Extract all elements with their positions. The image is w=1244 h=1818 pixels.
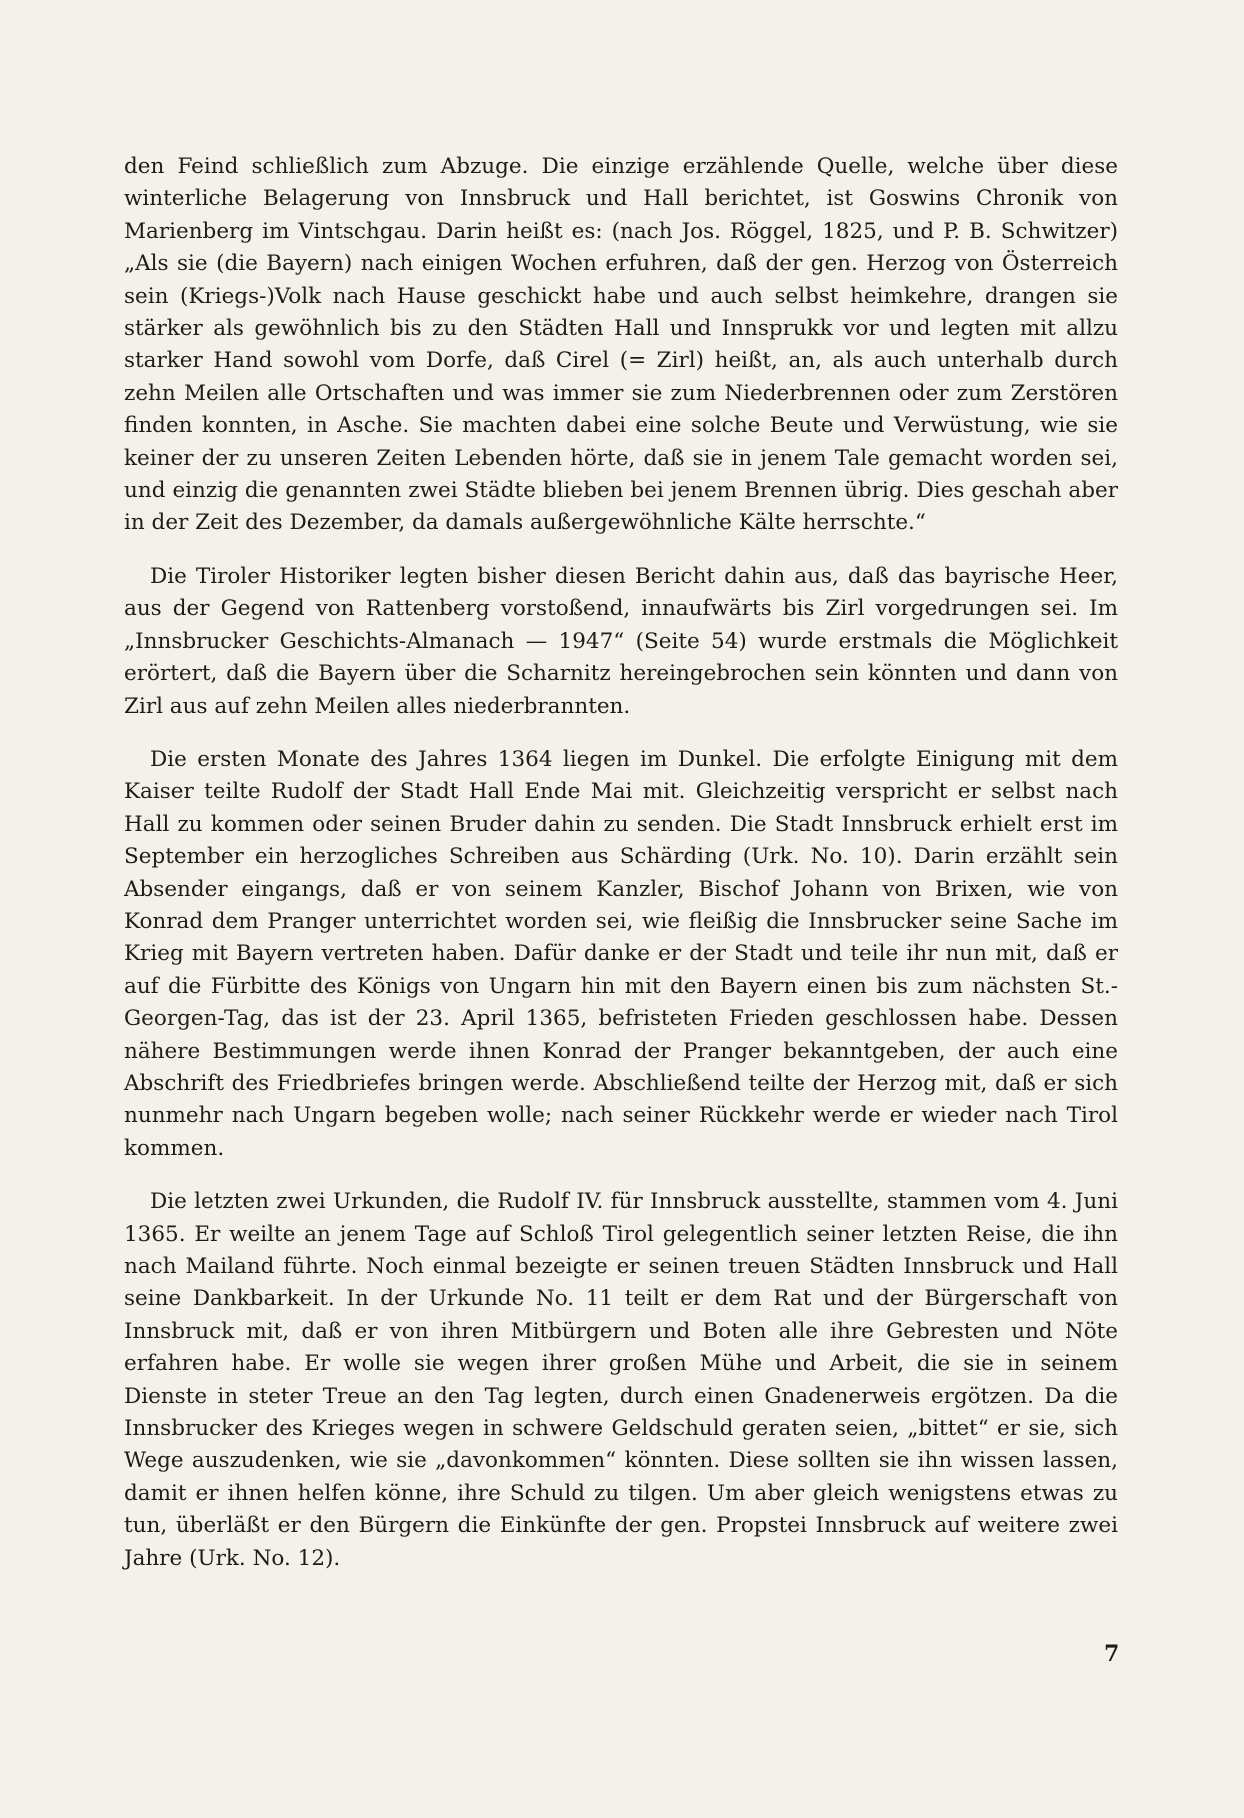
paragraph-3: Die ersten Monate des Jahres 1364 liegen im Dunkel. Die erfolgte Einigung mit dem Kaiser teilte Rudolf der Stadt Hall Ende Mai mit. Gleichzeitig verspricht er selbst nach Hall zu kommen oder seinen Bruder dahin zu senden. Die Stadt Innsbruck erhielt erst im September ein herzogliches Schreiben aus Schärding (Urk. No. 10). Darin erzählt sein Absender eingangs, daß er von seinem Kanzler, Bischof Johann von Brixen, wie von Konrad dem Pranger unterrichtet worden sei, wie fleißig die Innsbrucker seine Sache im Krieg mit Bayern vertreten haben. Dafür danke er der Stadt und teile ihr nun mit, daß er auf die Fürbitte des Königs von Ungarn hin mit den Bayern einen bis zum nächsten St.-Georgen-Tag, das ist der 23. April 1365, befristeten Frieden geschlossen habe. Dessen nähere Bestimmungen werde ihnen Konrad der Pranger bekanntgeben, der auch eine Abschrift des Friedbriefes bringen werde. Abschließend teilte der Herzog mit, daß er sich nunmehr nach Ungarn begeben wolle; nach seiner Rückkehr werde er wieder nach Tirol kommen.	[124, 746, 1118, 1161]
paragraph-4: Die letzten zwei Urkunden, die Rudolf IV. für Innsbruck ausstellte, stammen vom 4. Juni 1365. Er weilte an jenem Tage auf Schloß Tirol gelegentlich seiner letzten Reise, die ihn nach Mailand führte. Noch einmal bezeigte er seinen treuen Städten Innsbruck und Hall seine Dankbarkeit. In der Urkunde No. 11 teilt er dem Rat und der Bürgerschaft von Innsbruck mit, daß er von ihren Mitbürgern und Boten alle ihre Gebresten und Nöte erfahren habe. Er wolle sie wegen ihrer großen Mühe und Arbeit, die sie in seinem Dienste in steter Treue an den Tag legten, durch einen Gnadenerweis ergötzen. Da die Innsbrucker des Krieges wegen in schwere Geldschuld geraten seien, „bittet“ er sie, sich Wege auszudenken, wie sie „davonkommen“ könnten. Diese sollten sie ihn wissen lassen, damit er ihnen helfen könne, ihre Schuld zu tilgen. Um aber gleich wenigstens etwas zu tun, überläßt er den Bürgern die Einkünfte der gen. Propstei Innsbruck auf weitere zwei Jahre (Urk. No. 12).	[124, 1189, 1118, 1571]
paragraph-1: den Feind schließlich zum Abzuge. Die einzige erzählende Quelle, welche über diese winterliche Belagerung von Innsbruck und Hall berichtet, ist Goswins Chronik von Marienberg im Vintschgau. Darin heißt es: (nach Jos. Röggel, 1825, und P. B. Schwitzer) „Als sie (die Bayern) nach einigen Wochen erfuhren, daß der gen. Herzog von Österreich sein (Kriegs-)Volk nach Hause geschickt habe und auch selbst heimkehre, drangen sie stärker als gewöhnlich bis zu den Städten Hall und Innsprukk vor und legten mit allzu starker Hand sowohl vom Dorfe, daß Cirel (= Zirl) heißt, an, als auch unterhalb durch zehn Meilen alle Ortschaften und was immer sie zum Niederbrennen oder zum Zerstören finden konnten, in Asche. Sie machten dabei eine solche Beute und Verwüstung, wie sie keiner der zu unseren Zeiten Lebenden hörte, daß sie in jenem Tale gemacht worden sei, und einzig die genannten zwei Städte blieben bei jenem Brennen übrig. Dies geschah aber in der Zeit des Dezember, da damals außergewöhnliche Kälte herrschte.“	[124, 154, 1118, 536]
paragraph-2: Die Tiroler Historiker legten bisher diesen Bericht dahin aus, daß das bayrische Heer, aus der Gegend von Rattenberg vorstoßend, innaufwärts bis Zirl vorgedrungen sei. Im „Innsbrucker Geschichts-Almanach — 1947“ (Seite 54) wurde erstmals die Möglichkeit erörtert, daß die Bayern über die Scharnitz hereingebrochen sein könnten und dann von Zirl aus auf zehn Meilen alles niederbrannten.	[124, 563, 1118, 719]
page-number: 7	[1104, 1641, 1120, 1667]
body-text	[124, 151, 1118, 1575]
